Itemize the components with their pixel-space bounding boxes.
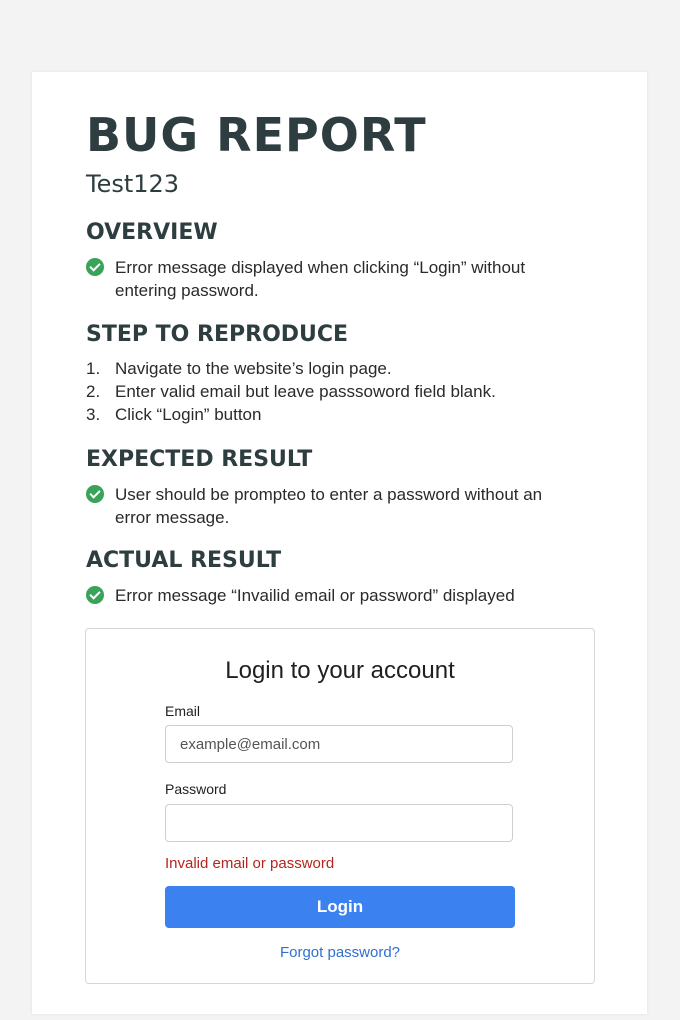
overview-item (86, 256, 586, 302)
login-title: Login to your account (225, 657, 455, 684)
step-text: Click “Login” button (115, 405, 262, 424)
forgot-password-link[interactable]: Forgot password? (279, 944, 401, 961)
actual-item-text: Error message “Invailid email or password” displayed (115, 586, 515, 605)
password-field[interactable] (165, 804, 513, 842)
step-item (86, 380, 586, 403)
login-button[interactable]: Login (165, 886, 515, 928)
expected-heading: EXPECTED RESULT (86, 447, 313, 472)
bug-report-page (32, 72, 647, 1014)
email-label: Email (165, 703, 201, 719)
actual-item (86, 584, 586, 607)
step-item (86, 357, 586, 380)
overview-heading: OVERVIEW (86, 220, 218, 245)
step-text: Enter valid email but leave passsoword field blank. (115, 382, 496, 401)
actual-heading: ACTUAL RESULT (86, 548, 282, 573)
step-number: 2. (86, 382, 101, 401)
check-circle-icon (86, 586, 104, 604)
email-field[interactable] (165, 725, 513, 763)
login-screenshot-card (85, 628, 595, 984)
expected-item-text: User should be prompteo to enter a password without an error message. (115, 485, 543, 527)
check-circle-icon (86, 485, 104, 503)
password-label: Password (165, 781, 227, 797)
step-item (86, 403, 586, 426)
step-number: 3. (86, 405, 101, 424)
page-title: BUG REPORT (86, 108, 427, 162)
error-message: Invalid email or password (165, 855, 335, 872)
overview-item-text: Error message displayed when clicking “Login” without entering password. (115, 258, 526, 300)
check-circle-icon (86, 258, 104, 276)
steps-heading: STEP TO REPRODUCE (86, 322, 349, 347)
page-subtitle: Test123 (86, 170, 180, 198)
step-number: 1. (86, 359, 101, 378)
expected-item (86, 483, 556, 529)
step-text: Navigate to the website’s login page. (115, 359, 392, 378)
